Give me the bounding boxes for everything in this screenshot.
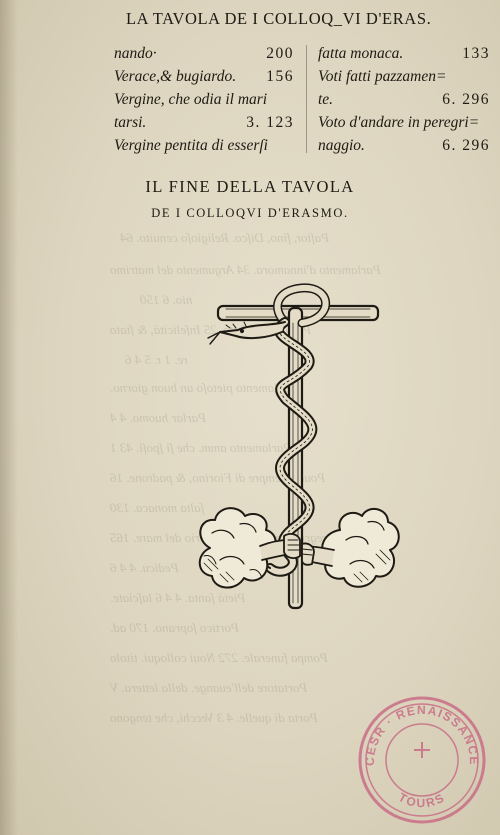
index-entry [114, 65, 294, 88]
entry-text: naggio. [318, 137, 365, 154]
entry-text: Vergine pentita di esserſi [114, 137, 268, 154]
entry-text: fatta monaca. [318, 45, 404, 62]
column-divider [306, 45, 307, 153]
entry-text: Verace,& bugiardo. [114, 68, 237, 85]
index-entry [318, 88, 490, 111]
entry-text: nando· [114, 45, 157, 62]
colophon-subtitle: DE I COLLOQVI D'ERASMO. [151, 206, 349, 220]
entry-page: 6. 296 [442, 137, 490, 154]
running-head: LA TAVOLA DE I COLLOQ_VI D'ERAS. [126, 9, 432, 28]
index-entry [114, 88, 294, 111]
entry-page: 200 [266, 45, 294, 62]
entry-page: 156 [266, 68, 294, 85]
show-through-text: Paſtor, fino, Diſco. Religioſo cenuito. 64 Parlamento d'innamora. 34 Argumento del matrimo nio. 6 150 Parlamento ſeſto. 25 Infelicità, & ſtato re. 1 r. 5 4 6 Parlamento pietoſo un buon giorno. Parlar huomo. 4 4 Parlamento amm. che ſi ſpoſi. 43 1 Pouero ſempre di Fiorino, & padrone. 16 ſalta monaca. 130 Peregrinaggio del mare. 165 Pedicu. 4 4 6 Pietà ſanta. 4 4 6 laſciate. Portico ſoprano. 170 ad. Pompa funerale. 272 Noui colloqui. titolo Portatore dell'euange. della lettera. V Porta di quelle. 4 3 Vecchi, che tengono [110, 230, 381, 725]
index-entry [114, 134, 294, 157]
index-column-left [114, 42, 294, 157]
svg-text:TOURS [396, 790, 448, 810]
entry-text: Voto d'andare in peregri= [318, 114, 480, 131]
entry-page: 133 [462, 45, 490, 62]
stamp-text-bottom: TOURS [396, 790, 448, 811]
entry-text: Voti fatti pazzamen= [318, 68, 447, 85]
index-entry [318, 134, 490, 157]
index-entry [318, 111, 490, 134]
library-stamp-icon [352, 690, 492, 830]
entry-text: Vergine, che odia il mari [114, 91, 268, 108]
entry-text: tarsi. [114, 114, 147, 131]
colophon-title: IL FINE DELLA TAVOLA [145, 177, 355, 196]
index-entry [318, 42, 490, 65]
index-entry [114, 111, 294, 134]
serpent-on-tau-cross-with-clouds-icon [190, 278, 400, 618]
index-entry [114, 42, 294, 65]
entry-page: 3. 123 [246, 114, 294, 131]
stamp-text-top: CESR · RENAISSANCE [362, 702, 482, 767]
index-entry [318, 65, 490, 88]
entry-text: te. [318, 91, 334, 108]
index-column-right [318, 42, 490, 157]
entry-page: 6. 296 [442, 91, 490, 108]
